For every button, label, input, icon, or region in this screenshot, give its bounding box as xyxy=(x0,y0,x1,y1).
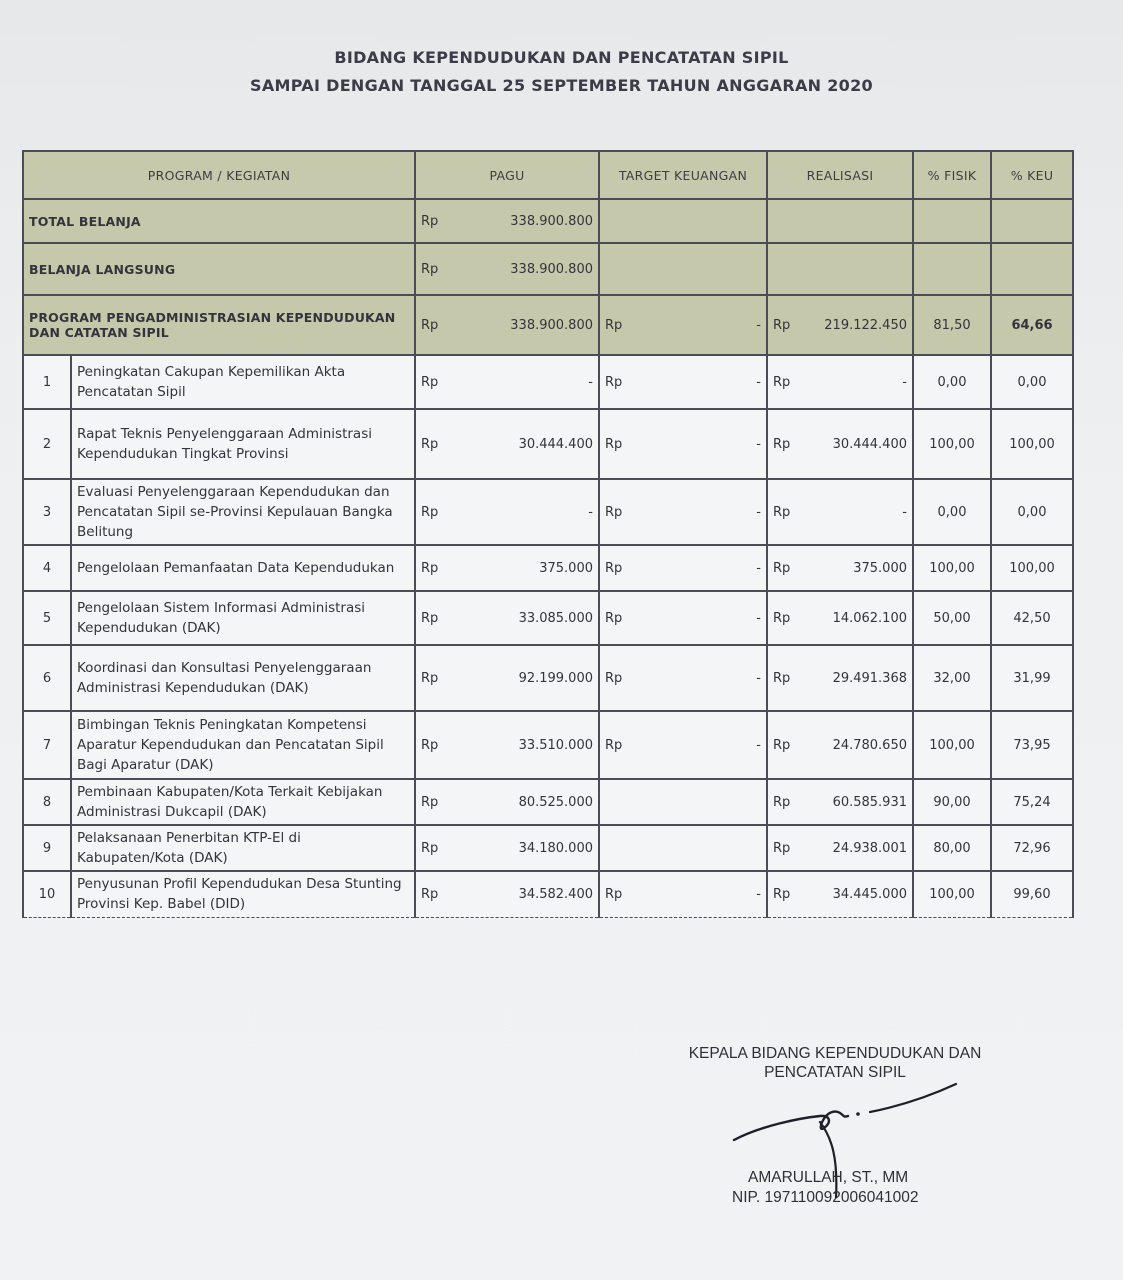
activity-name: Pelaksanaan Penerbitan KTP-El di Kabupaten/Kota (DAK) xyxy=(71,825,415,871)
amount-value: - xyxy=(756,317,761,333)
currency-label: Rp xyxy=(605,436,623,452)
activity-name: Bimbingan Teknis Peningkatan Kompetensi Aparatur Kependudukan dan Pencatatan Sipil Bagi Aparatur (DAK) xyxy=(71,711,415,779)
currency-label: Rp xyxy=(773,504,791,520)
keu-cell: 31,99 xyxy=(991,645,1073,711)
realisasi-cell xyxy=(767,591,913,645)
col-header-program: PROGRAM / KEGIATAN xyxy=(23,151,415,199)
currency-label: Rp xyxy=(421,670,439,686)
table-row xyxy=(23,825,1073,871)
col-header-pagu: PAGU xyxy=(415,151,599,199)
amount-value: - xyxy=(756,886,761,902)
row-number: 2 xyxy=(23,409,71,479)
pagu-cell xyxy=(415,355,599,409)
fisik-cell xyxy=(913,199,991,243)
target-cell xyxy=(599,871,767,917)
table-row xyxy=(23,545,1073,591)
table-header-row xyxy=(23,151,1073,199)
target-cell xyxy=(599,295,767,355)
activity-name: Pengelolaan Pemanfaatan Data Kependudukan xyxy=(71,545,415,591)
currency-label: Rp xyxy=(605,610,623,626)
col-header-target: TARGET KEUANGAN xyxy=(599,151,767,199)
amount-value: - xyxy=(588,504,593,520)
currency-label: Rp xyxy=(773,317,791,333)
keu-cell: 99,60 xyxy=(991,871,1073,917)
keu-cell: 100,00 xyxy=(991,545,1073,591)
amount-value: - xyxy=(756,374,761,390)
realisasi-cell xyxy=(767,825,913,871)
pagu-cell xyxy=(415,591,599,645)
summary-row xyxy=(23,295,1073,355)
realisasi-cell xyxy=(767,779,913,825)
currency-label: Rp xyxy=(605,504,623,520)
currency-label: Rp xyxy=(773,610,791,626)
realisasi-cell xyxy=(767,409,913,479)
pagu-cell xyxy=(415,825,599,871)
amount-value: 338.900.800 xyxy=(510,261,593,277)
amount-value: 34.445.000 xyxy=(832,886,907,902)
fisik-cell: 100,00 xyxy=(913,871,991,917)
currency-label: Rp xyxy=(773,436,791,452)
target-cell xyxy=(599,355,767,409)
target-cell xyxy=(599,545,767,591)
summary-row xyxy=(23,199,1073,243)
currency-label: Rp xyxy=(773,794,791,810)
signer-block xyxy=(720,1168,980,1208)
currency-label: Rp xyxy=(605,560,623,576)
row-number: 6 xyxy=(23,645,71,711)
keu-cell xyxy=(991,199,1073,243)
amount-value: - xyxy=(756,610,761,626)
table-row xyxy=(23,779,1073,825)
fisik-cell: 32,00 xyxy=(913,645,991,711)
realisasi-cell xyxy=(767,355,913,409)
amount-value: 338.900.800 xyxy=(510,317,593,333)
header-line-1: BIDANG KEPENDUDUKAN DAN PENCATATAN SIPIL xyxy=(334,48,789,67)
currency-label: Rp xyxy=(421,374,439,390)
currency-label: Rp xyxy=(605,374,623,390)
table-row xyxy=(23,409,1073,479)
keu-cell: 0,00 xyxy=(991,355,1073,409)
activity-name: Pembinaan Kabupaten/Kota Terkait Kebijakan Administrasi Dukcapil (DAK) xyxy=(71,779,415,825)
amount-value: 30.444.400 xyxy=(832,436,907,452)
pagu-cell xyxy=(415,545,599,591)
amount-value: 60.585.931 xyxy=(832,794,907,810)
target-cell xyxy=(599,199,767,243)
realisasi-cell xyxy=(767,645,913,711)
pagu-cell xyxy=(415,479,599,545)
table-row xyxy=(23,355,1073,409)
currency-label: Rp xyxy=(605,670,623,686)
amount-value: 34.582.400 xyxy=(518,886,593,902)
currency-label: Rp xyxy=(773,374,791,390)
row-number: 1 xyxy=(23,355,71,409)
pagu-cell xyxy=(415,243,599,295)
realisasi-cell xyxy=(767,871,913,917)
currency-label: Rp xyxy=(605,886,623,902)
keu-cell xyxy=(991,243,1073,295)
currency-label: Rp xyxy=(421,436,439,452)
currency-label: Rp xyxy=(421,886,439,902)
amount-value: 33.085.000 xyxy=(518,610,593,626)
row-number: 5 xyxy=(23,591,71,645)
summary-label: BELANJA LANGSUNG xyxy=(23,243,415,295)
currency-label: Rp xyxy=(605,317,623,333)
amount-value: - xyxy=(756,436,761,452)
col-header-keu: % KEU xyxy=(991,151,1073,199)
realisasi-cell xyxy=(767,295,913,355)
amount-value: 24.938.001 xyxy=(832,840,907,856)
amount-value: 92.199.000 xyxy=(518,670,593,686)
amount-value: 375.000 xyxy=(853,560,907,576)
pagu-cell xyxy=(415,779,599,825)
currency-label: Rp xyxy=(421,737,439,753)
activity-name: Evaluasi Penyelenggaraan Kependudukan dan Pencatatan Sipil se-Provinsi Kepulauan Bangka Belitung xyxy=(71,479,415,545)
table-row xyxy=(23,871,1073,917)
activity-name: Penyusunan Profil Kependudukan Desa Stunting Provinsi Kep. Babel (DID) xyxy=(71,871,415,917)
target-cell xyxy=(599,243,767,295)
summary-label: TOTAL BELANJA xyxy=(23,199,415,243)
col-header-realisasi: REALISASI xyxy=(767,151,913,199)
target-cell xyxy=(599,711,767,779)
currency-label: Rp xyxy=(773,840,791,856)
amount-value: 219.122.450 xyxy=(824,317,907,333)
budget-table xyxy=(22,150,1074,918)
currency-label: Rp xyxy=(773,886,791,902)
currency-label: Rp xyxy=(421,504,439,520)
target-cell xyxy=(599,779,767,825)
amount-value: 375.000 xyxy=(539,560,593,576)
pagu-cell xyxy=(415,711,599,779)
col-header-fisik: % FISIK xyxy=(913,151,991,199)
signature-title xyxy=(640,1044,1030,1082)
fisik-cell: 0,00 xyxy=(913,355,991,409)
fisik-cell: 0,00 xyxy=(913,479,991,545)
keu-cell: 75,24 xyxy=(991,779,1073,825)
currency-label: Rp xyxy=(773,670,791,686)
realisasi-cell xyxy=(767,199,913,243)
currency-label: Rp xyxy=(773,737,791,753)
keu-cell: 100,00 xyxy=(991,409,1073,479)
currency-label: Rp xyxy=(421,560,439,576)
header-line-2: SAMPAI DENGAN TANGGAL 25 SEPTEMBER TAHUN ANGGARAN 2020 xyxy=(250,76,873,95)
pagu-cell xyxy=(415,871,599,917)
signature-title-line-2: PENCATATAN SIPIL xyxy=(764,1064,906,1081)
signer-nip: NIP. 197110092006041002 xyxy=(732,1189,919,1206)
table-row xyxy=(23,479,1073,545)
amount-value: 29.491.368 xyxy=(832,670,907,686)
amount-value: - xyxy=(588,374,593,390)
fisik-cell: 80,00 xyxy=(913,825,991,871)
keu-cell: 64,66 xyxy=(991,295,1073,355)
activity-name: Pengelolaan Sistem Informasi Administrasi Kependudukan (DAK) xyxy=(71,591,415,645)
row-number: 3 xyxy=(23,479,71,545)
table-row xyxy=(23,591,1073,645)
pagu-cell xyxy=(415,295,599,355)
row-number: 7 xyxy=(23,711,71,779)
target-cell xyxy=(599,591,767,645)
realisasi-cell xyxy=(767,545,913,591)
amount-value: - xyxy=(902,504,907,520)
row-number: 9 xyxy=(23,825,71,871)
currency-label: Rp xyxy=(421,317,439,333)
target-cell xyxy=(599,825,767,871)
summary-row xyxy=(23,243,1073,295)
document-header xyxy=(0,44,1123,100)
currency-label: Rp xyxy=(421,610,439,626)
currency-label: Rp xyxy=(605,737,623,753)
amount-value: - xyxy=(756,504,761,520)
table-body xyxy=(23,199,1073,917)
table-row xyxy=(23,645,1073,711)
activity-name: Rapat Teknis Penyelenggaraan Administrasi Kependudukan Tingkat Provinsi xyxy=(71,409,415,479)
currency-label: Rp xyxy=(421,794,439,810)
amount-value: - xyxy=(756,560,761,576)
activity-name: Koordinasi dan Konsultasi Penyelenggaraan Administrasi Kependudukan (DAK) xyxy=(71,645,415,711)
target-cell xyxy=(599,479,767,545)
fisik-cell: 50,00 xyxy=(913,591,991,645)
realisasi-cell xyxy=(767,479,913,545)
amount-value: 24.780.650 xyxy=(832,737,907,753)
fisik-cell: 81,50 xyxy=(913,295,991,355)
pagu-cell xyxy=(415,645,599,711)
pagu-cell xyxy=(415,409,599,479)
pagu-cell xyxy=(415,199,599,243)
activity-name: Peningkatan Cakupan Kepemilikan Akta Pencatatan Sipil xyxy=(71,355,415,409)
currency-label: Rp xyxy=(421,261,439,277)
amount-value: 338.900.800 xyxy=(510,213,593,229)
currency-label: Rp xyxy=(773,560,791,576)
keu-cell: 72,96 xyxy=(991,825,1073,871)
keu-cell: 42,50 xyxy=(991,591,1073,645)
signer-name: AMARULLAH, ST., MM xyxy=(748,1169,909,1186)
amount-value: 34.180.000 xyxy=(518,840,593,856)
amount-value: - xyxy=(756,670,761,686)
row-number: 8 xyxy=(23,779,71,825)
keu-cell: 73,95 xyxy=(991,711,1073,779)
signature-title-line-1: KEPALA BIDANG KEPENDUDUKAN DAN xyxy=(688,1045,982,1062)
amount-value: 33.510.000 xyxy=(518,737,593,753)
currency-label: Rp xyxy=(421,213,439,229)
target-cell xyxy=(599,645,767,711)
row-number: 4 xyxy=(23,545,71,591)
amount-value: 80.525.000 xyxy=(518,794,593,810)
amount-value: 14.062.100 xyxy=(832,610,907,626)
target-cell xyxy=(599,409,767,479)
realisasi-cell xyxy=(767,243,913,295)
summary-label: PROGRAM PENGADMINISTRASIAN KEPENDUDUKAN DAN CATATAN SIPIL xyxy=(23,295,415,355)
row-number: 10 xyxy=(23,871,71,917)
fisik-cell: 100,00 xyxy=(913,711,991,779)
amount-value: - xyxy=(902,374,907,390)
table-row xyxy=(23,711,1073,779)
amount-value: - xyxy=(756,737,761,753)
currency-label: Rp xyxy=(421,840,439,856)
fisik-cell: 90,00 xyxy=(913,779,991,825)
amount-value: 30.444.400 xyxy=(518,436,593,452)
fisik-cell xyxy=(913,243,991,295)
fisik-cell: 100,00 xyxy=(913,409,991,479)
keu-cell: 0,00 xyxy=(991,479,1073,545)
realisasi-cell xyxy=(767,711,913,779)
fisik-cell: 100,00 xyxy=(913,545,991,591)
